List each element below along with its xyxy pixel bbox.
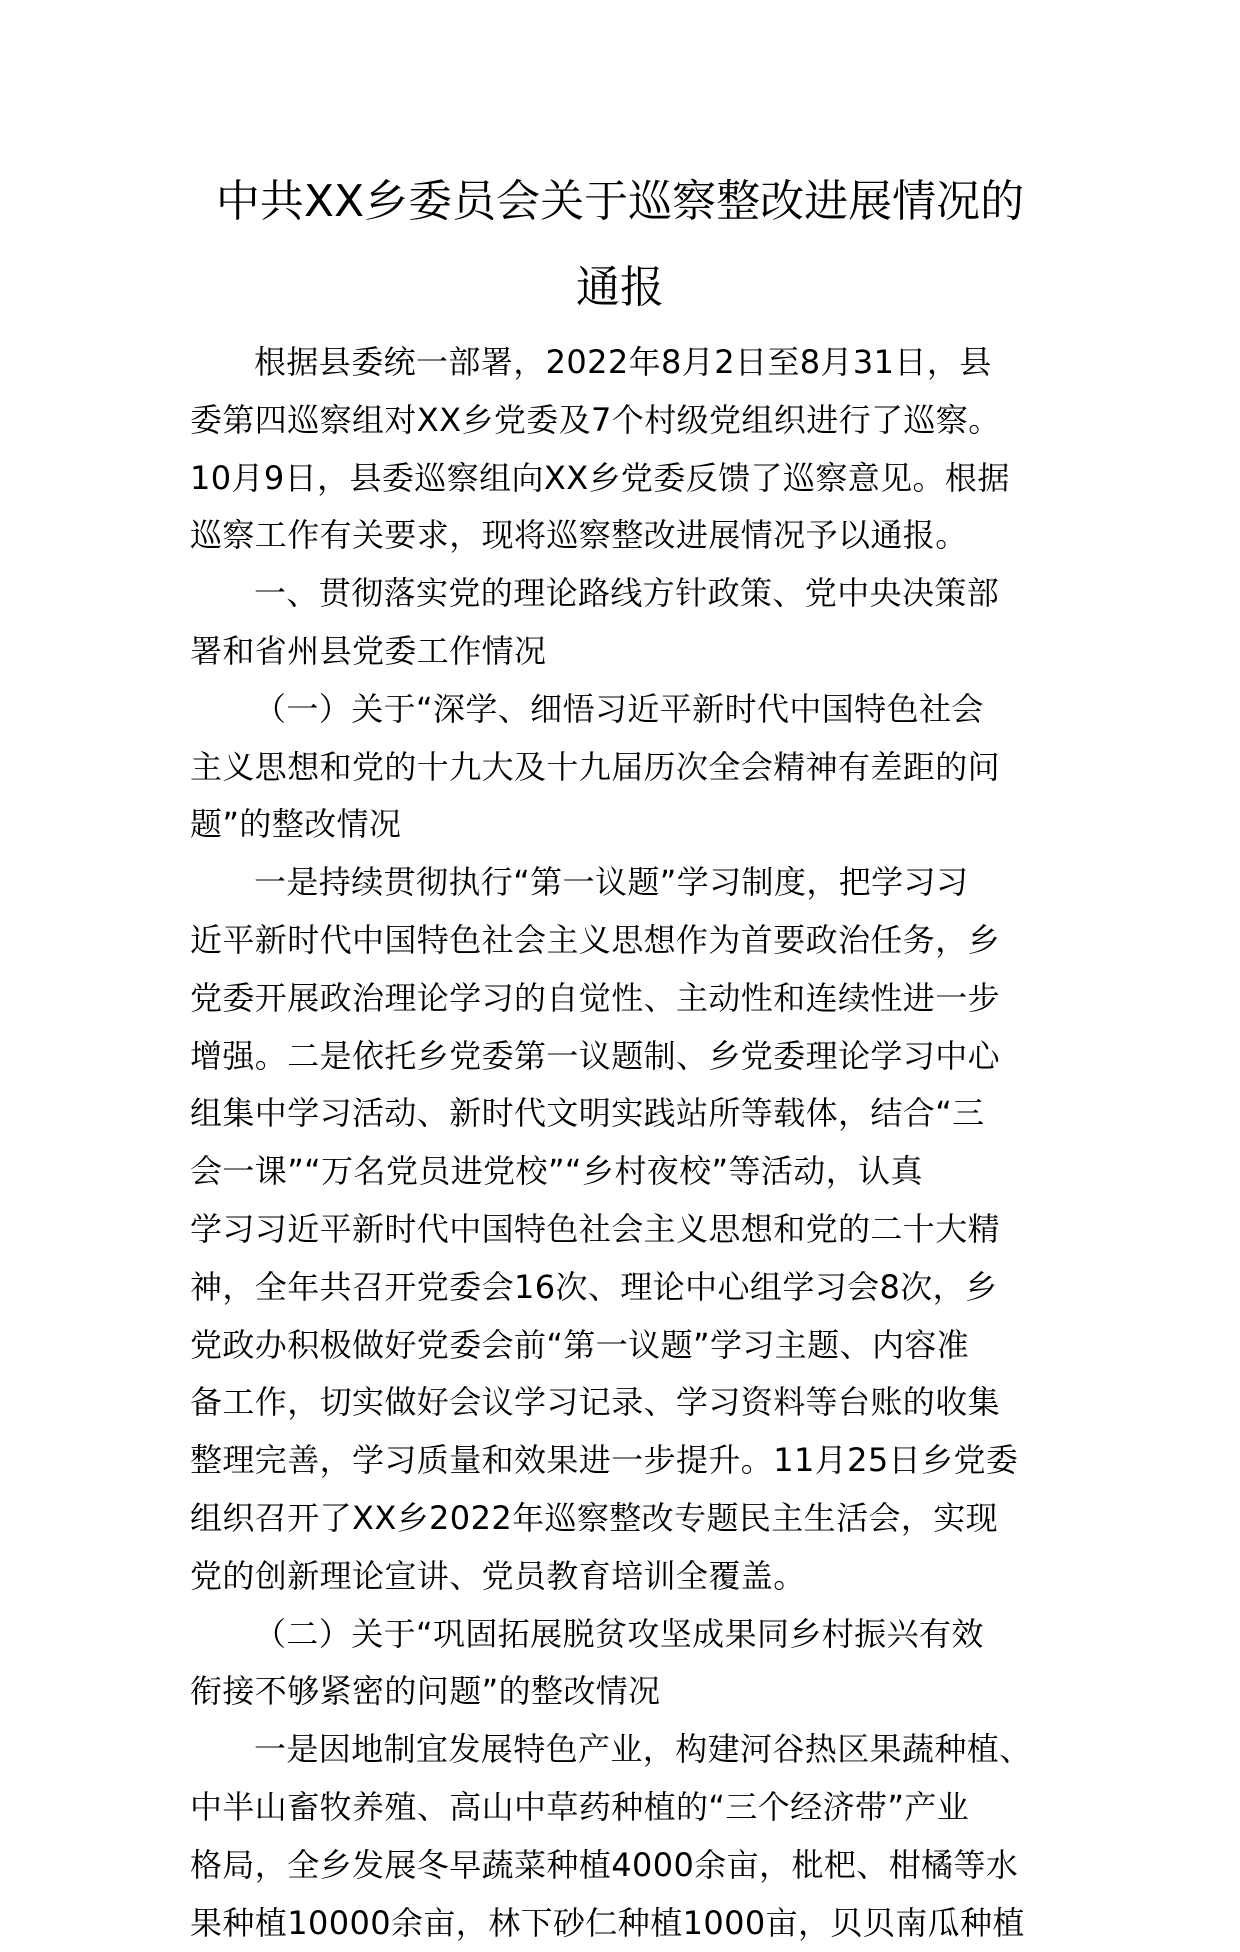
paragraph-line: 果种植10000余亩，林下砂仁种植1000亩，贝贝南瓜种植 (190, 1903, 1025, 1942)
paragraph-line: 10月9日，县委巡察组向XX乡党委反馈了巡察意见。根据 (190, 458, 1010, 497)
paragraph-line: 巡察工作有关要求，现将巡察整改进展情况予以通报。 (190, 516, 968, 555)
paragraph-line: 会一课”“万名党员进党校”“乡村夜校”等活动，认真 (190, 1152, 923, 1191)
paragraph-line: 增强。二是依托乡党委第一议题制、乡党委理论学习中心 (190, 1036, 1001, 1075)
section-heading-line: 一、贯彻落实党的理论路线方针政策、党中央决策部 (254, 574, 1000, 613)
subsection-heading-line: （一）关于“深学、细悟习近平新时代中国特色社会 (254, 689, 984, 728)
paragraph-line: 神，全年共召开党委会16次、理论中心组学习会8次，乡 (190, 1267, 998, 1306)
paragraph-line: 备工作，切实做好会议学习记录、学习资料等台账的收集 (190, 1383, 1001, 1422)
paragraph-line: 委第四巡察组对XX乡党委及7个村级党组织进行了巡察。 (190, 400, 1001, 439)
paragraph-line: 组织召开了XX乡2022年巡察整改专题民主生活会，实现 (190, 1498, 999, 1537)
paragraph-line: 党政办积极做好党委会前“第一议题”学习主题、内容准 (190, 1325, 970, 1364)
subsection-heading-line: 主义思想和党的十九大及十九届历次全会精神有差距的问 (190, 747, 1001, 786)
paragraph-line: 整理完善，学习质量和效果进一步提升。11月25日乡党委 (190, 1441, 1019, 1480)
paragraph-line: 组集中学习活动、新时代文明实践站所等载体，结合“三 (190, 1094, 985, 1133)
paragraph-line: 一是因地制宜发展特色产业，构建河谷热区果蔬种植、 (254, 1730, 1032, 1769)
subsection-heading-line: （二）关于“巩固拓展脱贫攻坚成果同乡村振兴有效 (254, 1614, 984, 1653)
paragraph-line: 根据县委统一部署，2022年8月2日至8月31日，县 (254, 343, 992, 381)
document-title-line-1: 中共XX乡委员会关于巡察整改进展情况的 (215, 176, 1025, 227)
paragraph-line: 党的创新理论宣讲、党员教育培训全覆盖。 (190, 1556, 806, 1595)
paragraph-line: 学习习近平新时代中国特色社会主义思想和党的二十大精 (190, 1209, 1001, 1248)
paragraph-line: 近平新时代中国特色社会主义思想作为首要政治任务，乡 (190, 920, 1001, 959)
document-title-line-2: 通报 (576, 262, 664, 313)
subsection-heading-line: 题”的整改情况 (190, 805, 402, 844)
paragraph-line: 中半山畜牧养殖、高山中草药种植的“三个经济带”产业 (190, 1787, 970, 1826)
paragraph-line: 党委开展政治理论学习的自觉性、主动性和连续性进一步 (190, 978, 1001, 1017)
paragraph-line: 一是持续贯彻执行“第一议题”学习制度，把学习习 (254, 863, 969, 902)
section-heading-line: 署和省州县党委工作情况 (190, 631, 547, 670)
paragraph-line: 格局，全乡发展冬早蔬菜种植4000余亩，枇杷、柑橘等水 (190, 1845, 1019, 1884)
document-body (190, 334, 1060, 1952)
subsection-heading-line: 衔接不够紧密的问题”的整改情况 (190, 1672, 661, 1711)
